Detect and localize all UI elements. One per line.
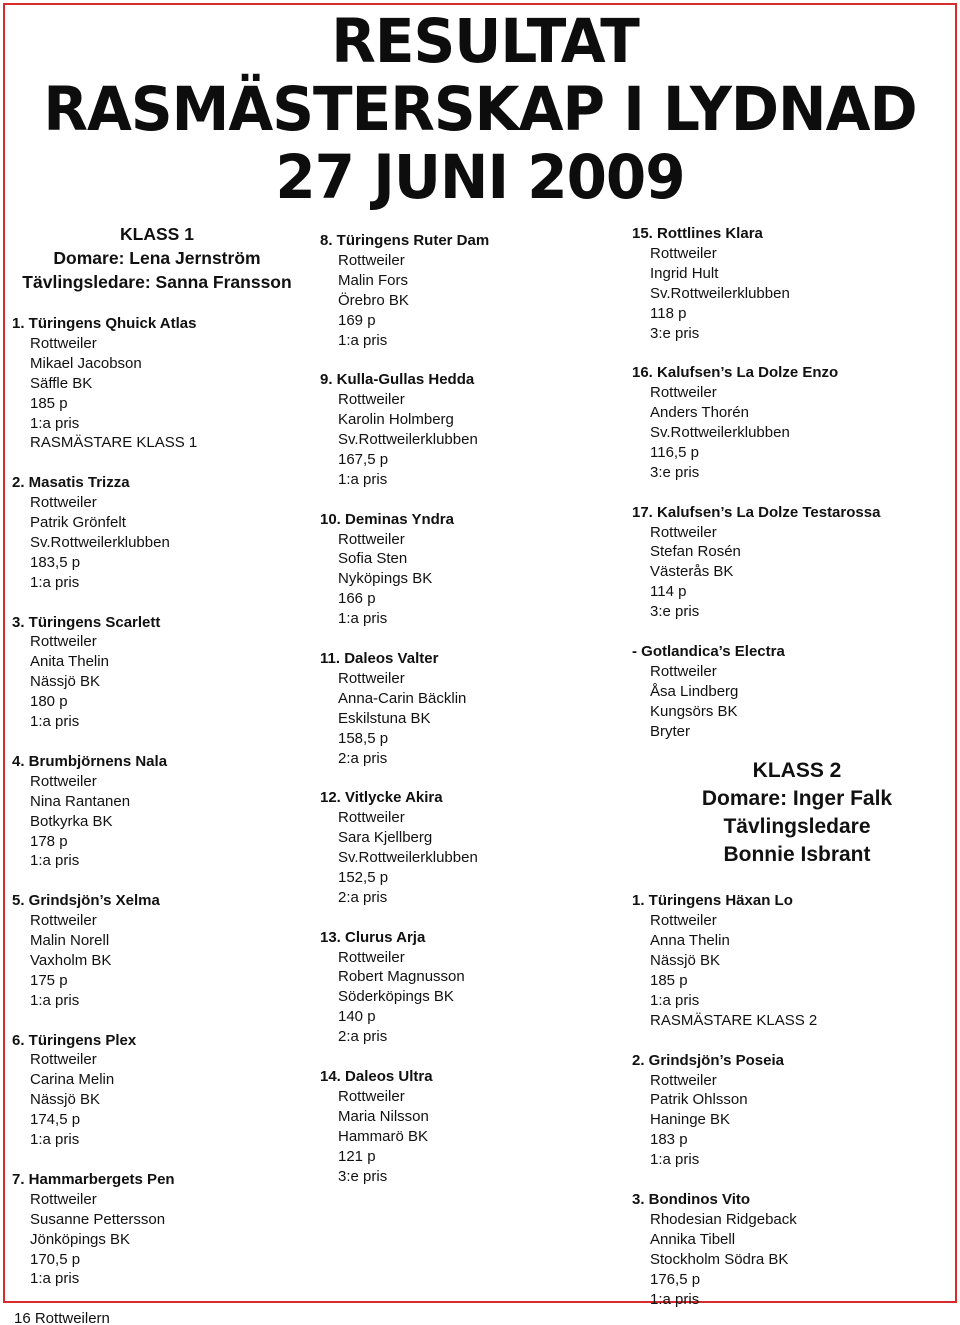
result-detail: 158,5 p [338,729,389,747]
result-detail: Söderköpings BK [338,988,454,1006]
dog-name: 3. Bondinos Vito [632,1190,751,1208]
result-entry [12,473,302,592]
result-detail: Mikael Jacobson [30,354,142,372]
result-detail: Åsa Lindberg [650,682,739,700]
result-detail: 2:a pris [338,888,388,906]
dog-name: 14. Daleos Ultra [320,1067,433,1085]
result-detail: Malin Norell [30,932,110,950]
result-entry [632,891,952,1030]
page-footer: 16 Rottweilern [14,1310,110,1325]
page-title [0,5,960,216]
result-detail: Patrik Grönfelt [30,514,126,532]
result-detail: Eskilstuna BK [338,709,431,727]
result-detail: Haninge BK [650,1111,731,1129]
result-detail: Rottweiler [650,384,717,402]
result-detail: 114 p [650,583,687,601]
result-detail: Stefan Rosén [650,543,741,561]
result-detail: 1:a pris [30,414,80,432]
dog-name: 3. Türingens Scarlett [12,613,161,631]
klass1-results-list-2 [320,231,620,1186]
result-detail: 166 p [338,590,376,608]
result-entry [12,1031,302,1150]
result-detail: Jönköpings BK [30,1230,131,1248]
result-detail: RASMÄSTARE KLASS 1 [30,434,198,452]
klass2-judge: Domare: Inger Falk [701,787,893,811]
result-detail: Nässjö BK [650,952,721,970]
result-detail: Sara Kjellberg [338,829,433,847]
result-detail: Rottweiler [338,948,405,966]
result-detail: 3:e pris [338,1167,388,1185]
result-detail: Karolin Holmberg [338,411,454,429]
result-detail: Sv.Rottweilerklubben [338,849,478,867]
result-entry [320,928,620,1047]
result-entry [320,510,620,629]
result-detail: 167,5 p [338,450,389,468]
result-entry [12,752,302,871]
result-detail: Robert Magnusson [338,968,465,986]
result-detail: Vaxholm BK [30,951,112,969]
dog-name: 6. Türingens Plex [12,1031,137,1049]
result-detail: 1:a pris [30,1270,80,1288]
result-detail: Malin Fors [338,271,409,289]
result-entry [632,1051,952,1170]
result-detail: Rottweiler [30,633,97,651]
result-detail: 169 p [338,311,376,329]
result-detail: 1:a pris [650,1151,700,1169]
result-detail: Rottweiler [338,1087,405,1105]
result-entry [632,1190,952,1309]
result-entry [12,613,302,732]
result-detail: Rottweiler [338,669,405,687]
result-detail: 180 p [30,693,68,711]
klass2-heading: KLASS 2 [752,759,842,783]
result-detail: Anita Thelin [30,653,109,671]
result-detail: Carina Melin [30,1071,115,1089]
result-detail: Rottweiler [30,1190,97,1208]
result-detail: Rottweiler [650,523,717,541]
result-detail: 1:a pris [30,1131,80,1149]
result-detail: 1:a pris [650,991,700,1009]
result-detail: Rottweiler [650,662,717,680]
dog-name: 13. Clurus Arja [320,928,426,946]
result-detail: 3:e pris [650,463,700,481]
result-detail: Sv.Rottweilerklubben [650,424,790,442]
dog-name: 4. Brumbjörnens Nala [12,752,168,770]
dog-name: 2. Masatis Trizza [12,474,130,492]
result-detail: Rottweiler [30,772,97,790]
result-detail: Hammarö BK [338,1127,429,1145]
result-detail: 2:a pris [338,1028,388,1046]
result-entry [320,1067,620,1186]
result-detail: 1:a pris [338,610,388,628]
result-detail: Rottweiler [30,912,97,930]
dog-name: 11. Daleos Valter [320,649,439,667]
result-detail: 1:a pris [30,573,80,591]
result-detail: Rottweiler [650,244,717,262]
result-detail: 176,5 p [650,1270,701,1288]
result-detail: Kungsörs BK [650,702,738,720]
result-detail: Sv.Rottweilerklubben [338,431,478,449]
klass1-header [12,222,302,294]
result-detail: 183 p [650,1131,688,1149]
title-line-3: 27 JUNI 2009 [275,141,685,213]
result-entry [320,788,620,907]
result-entry [632,363,952,482]
result-detail: 174,5 p [30,1111,81,1129]
klass2-leader-label: Tävlingsledare [723,815,871,839]
klass1-results-list [12,314,302,1289]
dog-name: 5. Grindsjön’s Xelma [12,892,160,910]
result-detail: Rottweiler [650,1071,717,1089]
result-entry [12,1170,302,1289]
result-detail: 116,5 p [650,443,699,461]
result-detail: Annika Tibell [650,1230,736,1248]
results-column-2 [320,231,620,1206]
result-detail: Örebro BK [338,291,409,309]
result-entry [320,370,620,489]
result-entry [12,314,302,453]
result-detail: 140 p [338,1008,376,1026]
results-column-3 [632,224,952,1325]
result-entry [632,642,952,742]
result-detail: RASMÄSTARE KLASS 2 [650,1011,818,1029]
result-detail: 1:a pris [30,713,80,731]
result-detail: Säffle BK [30,374,93,392]
result-detail: Rottweiler [338,391,405,409]
result-detail: 1:a pris [338,331,388,349]
result-detail: 152,5 p [338,868,389,886]
title-line-1: RESULTAT [331,5,639,77]
result-detail: 1:a pris [650,1290,700,1308]
result-detail: 170,5 p [30,1250,81,1268]
dog-name: 16. Kalufsen’s La Dolze Enzo [632,364,839,382]
result-entry [632,224,952,343]
klass1-judge: Domare: Lena Jernström [53,248,261,268]
result-detail: 183,5 p [30,553,81,571]
result-detail: Västerås BK [650,563,734,581]
result-detail: 118 p [650,304,687,322]
result-detail: 185 p [650,972,688,990]
result-detail: 3:e pris [650,324,700,342]
dog-name: 15. Rottlines Klara [632,225,763,242]
result-detail: Anna Thelin [650,932,730,950]
dog-name: 1. Türingens Qhuick Atlas [12,315,197,332]
result-detail: Botkyrka BK [30,812,113,830]
result-detail: Rottweiler [30,334,97,352]
results-column-1 [12,222,302,1309]
klass1-heading: KLASS 1 [120,224,194,244]
result-detail: Sofia Sten [338,550,408,568]
result-detail: Anna-Carin Bäcklin [338,689,467,707]
result-detail: Maria Nilsson [338,1107,429,1125]
dog-name: 17. Kalufsen’s La Dolze Testarossa [632,503,881,521]
result-entry [320,649,620,768]
result-detail: 1:a pris [338,470,388,488]
dog-name: 8. Türingens Ruter Dam [320,232,490,249]
result-entry [632,503,952,622]
klass2-header [632,757,952,869]
result-detail: Nässjö BK [30,673,101,691]
dog-name: 10. Deminas Yndra [320,510,454,528]
result-detail: 1:a pris [30,852,80,870]
klass2-leader-name: Bonnie Isbrant [723,843,871,867]
result-detail: Patrik Ohlsson [650,1091,748,1109]
result-detail: Nina Rantanen [30,792,131,810]
result-detail: 178 p [30,832,68,850]
result-detail: Stockholm Södra BK [650,1250,789,1268]
dog-name: 9. Kulla-Gullas Hedda [320,371,475,389]
result-detail: Sv.Rottweilerklubben [650,284,790,302]
result-detail: Rhodesian Ridgeback [650,1210,797,1228]
result-detail: Bryter [650,722,691,740]
klass1-results-list-3 [632,224,952,742]
result-entry [320,231,620,350]
result-detail: Rottweiler [30,1051,97,1069]
klass2-results-list [632,891,952,1309]
klass1-leader: Tävlingsledare: Sanna Fransson [22,272,292,292]
result-entry [12,891,302,1010]
result-detail: Anders Thorén [650,404,749,422]
result-detail: 185 p [30,394,68,412]
dog-name: 12. Vitlycke Akira [320,789,443,807]
result-detail: Sv.Rottweilerklubben [30,533,170,551]
dog-name: 7. Hammarbergets Pen [12,1170,175,1188]
result-detail: 3:e pris [650,603,700,621]
result-detail: Rottweiler [338,251,405,269]
title-line-2: RASMÄSTERSKAP I LYDNAD [43,73,917,145]
result-detail: 121 p [338,1147,376,1165]
result-detail: Ingrid Hult [650,264,719,282]
result-detail: 1:a pris [30,991,80,1009]
result-detail: Rottweiler [30,494,97,512]
result-detail: Nyköpings BK [338,570,433,588]
dog-name: - Gotlandica’s Electra [632,642,785,660]
result-detail: Rottweiler [338,530,405,548]
result-detail: Rottweiler [650,912,717,930]
dog-name: 2. Grindsjön’s Poseia [632,1051,784,1069]
result-detail: Susanne Pettersson [30,1210,166,1228]
result-detail: 2:a pris [338,749,388,767]
dog-name: 1. Türingens Häxan Lo [632,892,793,910]
result-detail: 175 p [30,971,68,989]
result-detail: Nässjö BK [30,1091,101,1109]
result-detail: Rottweiler [338,809,405,827]
